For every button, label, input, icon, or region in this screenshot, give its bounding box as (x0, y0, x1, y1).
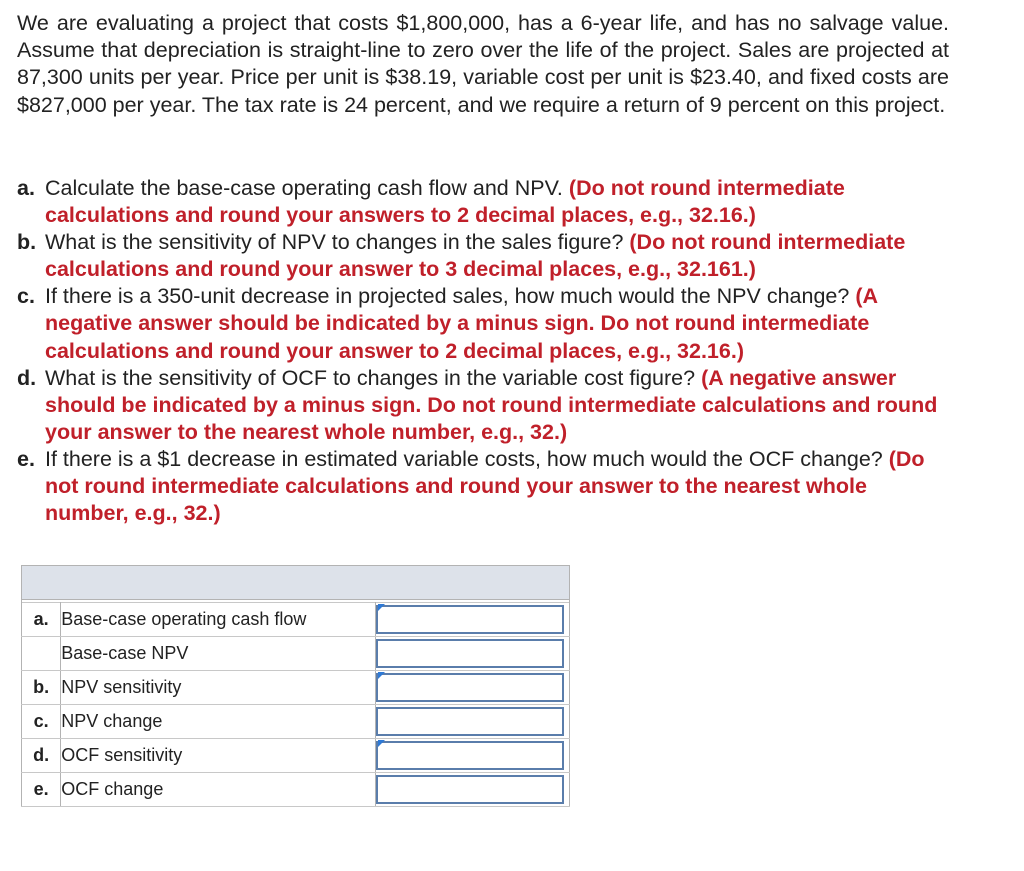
question-text: If there is a $1 decrease in estimated variable costs, how much would the OCF change? (45, 446, 883, 471)
answer-row-ocf-change (22, 773, 570, 807)
answer-table (21, 565, 570, 807)
answer-cell (375, 637, 569, 671)
answer-cell (375, 739, 569, 773)
flag-icon (378, 604, 385, 611)
question-hint: (A negative answer should be indicated by a minus sign. Do not round intermediate calculations and round your answer to 2 decimal places, e.g., 32.16.) (45, 284, 878, 363)
npv-sensitivity-input[interactable] (376, 673, 564, 702)
npv-change-input[interactable] (376, 707, 564, 736)
row-letter: a. (22, 603, 61, 637)
question-b (17, 229, 949, 283)
row-label: NPV sensitivity (61, 671, 375, 705)
question-a (17, 175, 949, 229)
row-label: OCF change (61, 773, 375, 807)
ocf-change-input[interactable] (376, 775, 564, 804)
question-letter: b. (17, 230, 37, 255)
row-letter: e. (22, 773, 61, 807)
answer-cell (375, 671, 569, 705)
flag-icon (378, 672, 385, 679)
question-hint: (Do not round intermediate calculations and round your answer to 3 decimal places, e.g., 32.161.) (45, 230, 906, 282)
question-hint: (Do not round intermediate calculations and round your answer to the nearest whole number, e.g., 32.) (45, 446, 925, 526)
row-label: OCF sensitivity (61, 739, 375, 773)
question-text: Calculate the base-case operating cash flow and NPV. (45, 176, 563, 200)
answer-row-npv (22, 637, 570, 671)
question-letter: d. (17, 365, 37, 390)
answer-row-ocf-sensitivity (22, 739, 570, 773)
question-d (17, 365, 949, 446)
row-letter (22, 637, 61, 671)
row-letter: d. (22, 739, 61, 773)
answer-cell (375, 773, 569, 807)
row-label: NPV change (61, 705, 375, 739)
row-letter: c. (22, 705, 61, 739)
question-hint: (Do not round intermediate calculations and round your answers to 2 decimal places, e.g., 32.16.) (45, 176, 845, 228)
question-text: What is the sensitivity of OCF to changes in the variable cost figure? (45, 365, 696, 390)
answer-table-header-cell (22, 566, 570, 600)
row-label: Base-case operating cash flow (61, 603, 375, 637)
question-c (17, 283, 949, 364)
row-label: Base-case NPV (61, 637, 375, 671)
question-text: If there is a 350-unit decrease in projected sales, how much would the NPV change? (45, 284, 850, 309)
question-letter: c. (17, 284, 35, 309)
ocf-sensitivity-input[interactable] (376, 741, 564, 770)
row-letter: b. (22, 671, 61, 705)
answer-row-npv-sensitivity (22, 671, 570, 705)
question-e (17, 446, 949, 527)
question-letter: a. (17, 176, 35, 200)
answer-table-header (22, 566, 570, 600)
answer-cell (375, 705, 569, 739)
base-case-npv-input[interactable] (376, 639, 564, 668)
question-text: What is the sensitivity of NPV to changes in the sales figure? (45, 230, 624, 255)
question-hint: (A negative answer should be indicated by a minus sign. Do not round intermediate calculations and round your answer to the nearest whole number, e.g., 32.) (45, 365, 938, 444)
answer-cell (375, 603, 569, 637)
problem-statement: We are evaluating a project that costs $1,800,000, has a 6-year life, and has no salvage value. Assume that depreciation is straight-line to zero over the life of the project. Sales are projected at 87,300 units per year. Price per unit is $38.19, variable cost per unit is $23.40, and fixed costs are $827,000 per year. The tax rate is 24 percent, and we require a return of 9 percent on this project. (17, 11, 949, 117)
answer-row-ocf (22, 603, 570, 637)
base-case-ocf-input[interactable] (376, 605, 564, 634)
flag-icon (378, 740, 385, 747)
answer-row-npv-change (22, 705, 570, 739)
question-letter: e. (17, 446, 35, 471)
question-list (17, 175, 949, 527)
